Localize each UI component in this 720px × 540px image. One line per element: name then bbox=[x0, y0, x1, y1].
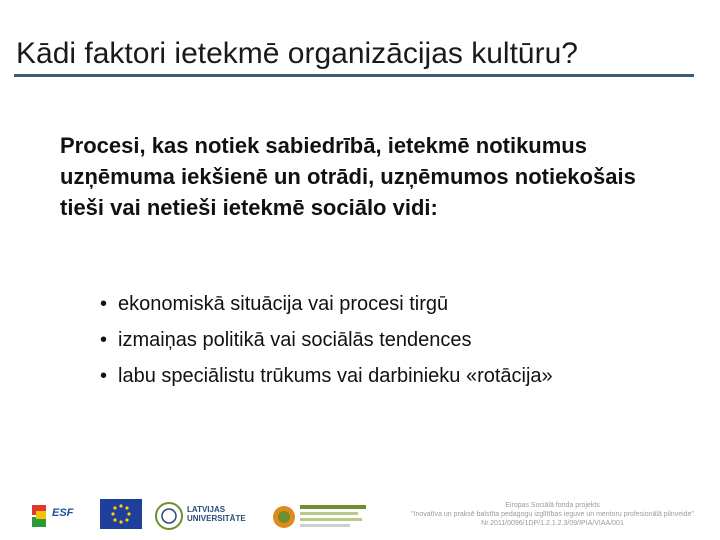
project-info bbox=[390, 501, 715, 528]
lead-paragraph: Procesi, kas notiek sabiedrībā, ietekmē notikumus uzņēmuma iekšienē un otrādi, uzņēmumos notiekošais tieši vai netieši ietekmē sociālo vidi: bbox=[60, 133, 636, 220]
bullet-dot-icon: • bbox=[100, 365, 108, 387]
esf-logo bbox=[30, 499, 90, 535]
project-info-line2: "Inovatīva un praksē balstīta pedagogu izglītības ieguve un mentoru profesionālā pilnveide" bbox=[411, 511, 694, 518]
bullet-dot-icon: • bbox=[100, 329, 108, 351]
bullet-text: labu speciālistu trūkums vai darbinieku «rotācija» bbox=[118, 365, 553, 387]
eu-flag-logo bbox=[100, 499, 142, 529]
title-underline bbox=[14, 74, 694, 77]
bullet-dot-icon: • bbox=[100, 293, 108, 315]
slide-title: Kādi faktori ietekmē organizācijas kultūru? bbox=[16, 37, 578, 70]
esf-label: ESF bbox=[52, 507, 74, 519]
bullet-text: ekonomiskā situācija vai procesi tirgū bbox=[118, 293, 449, 315]
bullet-item bbox=[100, 290, 620, 318]
eu-stars-icon bbox=[100, 499, 142, 529]
bullet-list bbox=[100, 290, 620, 398]
bullet-item bbox=[100, 362, 620, 390]
project-logo bbox=[270, 499, 370, 535]
university-name-line1: LATVIJAS bbox=[187, 505, 226, 514]
university-seal-icon bbox=[155, 499, 183, 533]
project-info-line3: Nr.2011/0096/1DP/1.2.1.2.3/09/IPIA/VIAA/001 bbox=[481, 520, 624, 527]
university-name-line2: UNIVERSITĀTE bbox=[187, 514, 246, 523]
university-logo bbox=[155, 499, 260, 535]
project-emblem-icon bbox=[270, 499, 370, 535]
project-info-line1: Eiropas Sociālā fonda projekts bbox=[505, 502, 600, 509]
footer-logos bbox=[0, 495, 720, 540]
bullet-item bbox=[100, 326, 620, 354]
bullet-text: izmaiņas politikā vai sociālās tendences bbox=[118, 329, 472, 351]
